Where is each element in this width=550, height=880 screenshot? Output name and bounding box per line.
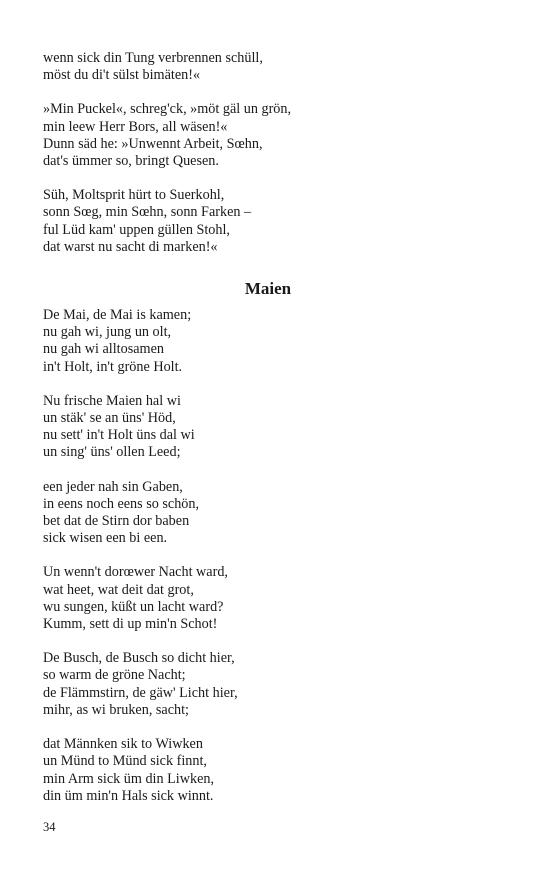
stanza — [43, 101, 513, 170]
verse-line: »Min Puckel«, schreg'ck, »möt gäl un grön, — [43, 101, 292, 118]
stanza — [43, 650, 513, 719]
previous-poem-ending — [43, 50, 513, 256]
verse-line: De Mai, de Mai is kamen; — [43, 307, 192, 324]
verse-line: un sing' üns' ollen Leed; — [43, 444, 181, 461]
verse-line: dat's ümmer so, bringt Quesen. — [43, 153, 219, 170]
poem-maien — [43, 307, 513, 805]
poem-title: Maien — [244, 279, 292, 299]
verse-line: De Busch, de Busch so dicht hier, — [43, 650, 235, 667]
verse-line: een jeder nah sin Gaben, — [43, 478, 183, 495]
verse-line: de Flämmstirn, de gäw' Licht hier, — [43, 684, 238, 701]
verse-line: sonn Sœg, min Sœhn, sonn Farken – — [43, 204, 252, 221]
verse-line: in eens noch eens so schön, — [43, 495, 200, 512]
verse-line: so warm de gröne Nacht; — [43, 667, 186, 684]
stanza — [43, 479, 513, 548]
page-number: 34 — [43, 820, 56, 834]
verse-line: Kumm, sett di up min'n Schot! — [43, 616, 218, 633]
verse-line: min Arm sick üm din Liwken, — [43, 770, 215, 787]
stanza — [43, 393, 513, 462]
verse-line: mihr, as wi bruken, sacht; — [43, 701, 190, 718]
page-body — [43, 50, 513, 822]
verse-line: Un wenn't dorœwer Nacht ward, — [43, 564, 228, 581]
verse-line: nu gah wi, jung un olt, — [43, 324, 172, 341]
verse-line: nu gah wi alltosamen — [43, 341, 164, 358]
stanza — [43, 187, 513, 256]
stanza — [43, 564, 513, 633]
verse-line: un stäk' se an üns' Höd, — [43, 410, 176, 427]
verse-line: Süh, Moltsprit hürt to Suerkohl, — [43, 187, 225, 204]
verse-line: min leew Herr Bors, all wäsen!« — [43, 118, 228, 135]
verse-line: sick wisen een bi een. — [43, 530, 168, 547]
verse-line: bet dat de Stirn dor baben — [43, 513, 190, 530]
verse-line: dat Männken sik to Wiwken — [43, 736, 203, 753]
verse-line: möst du di't sülst bimäten!« — [43, 67, 201, 84]
verse-line: un Münd to Münd sick finnt, — [43, 753, 207, 770]
verse-line: din üm min'n Hals sick winnt. — [43, 787, 214, 804]
stanza — [43, 307, 513, 376]
verse-line: Nu frische Maien hal wi — [43, 392, 181, 409]
verse-line: Dunn säd he: »Unwennt Arbeit, Sœhn, — [43, 135, 263, 152]
verse-line: dat warst nu sacht di marken!« — [43, 238, 218, 255]
verse-line: wenn sick din Tung verbrennen schüll, — [43, 50, 263, 66]
stanza — [43, 50, 513, 84]
verse-line: nu sett' in't Holt üns dal wi — [43, 427, 195, 444]
verse-line: in't Holt, in't gröne Holt. — [43, 358, 183, 375]
verse-line: wat heet, wat deit dat grot, — [43, 581, 194, 598]
verse-line: ful Lüd kam' uppen güllen Stohl, — [43, 221, 230, 238]
stanza — [43, 736, 513, 805]
verse-line: wu sungen, küßt un lacht ward? — [43, 598, 224, 615]
